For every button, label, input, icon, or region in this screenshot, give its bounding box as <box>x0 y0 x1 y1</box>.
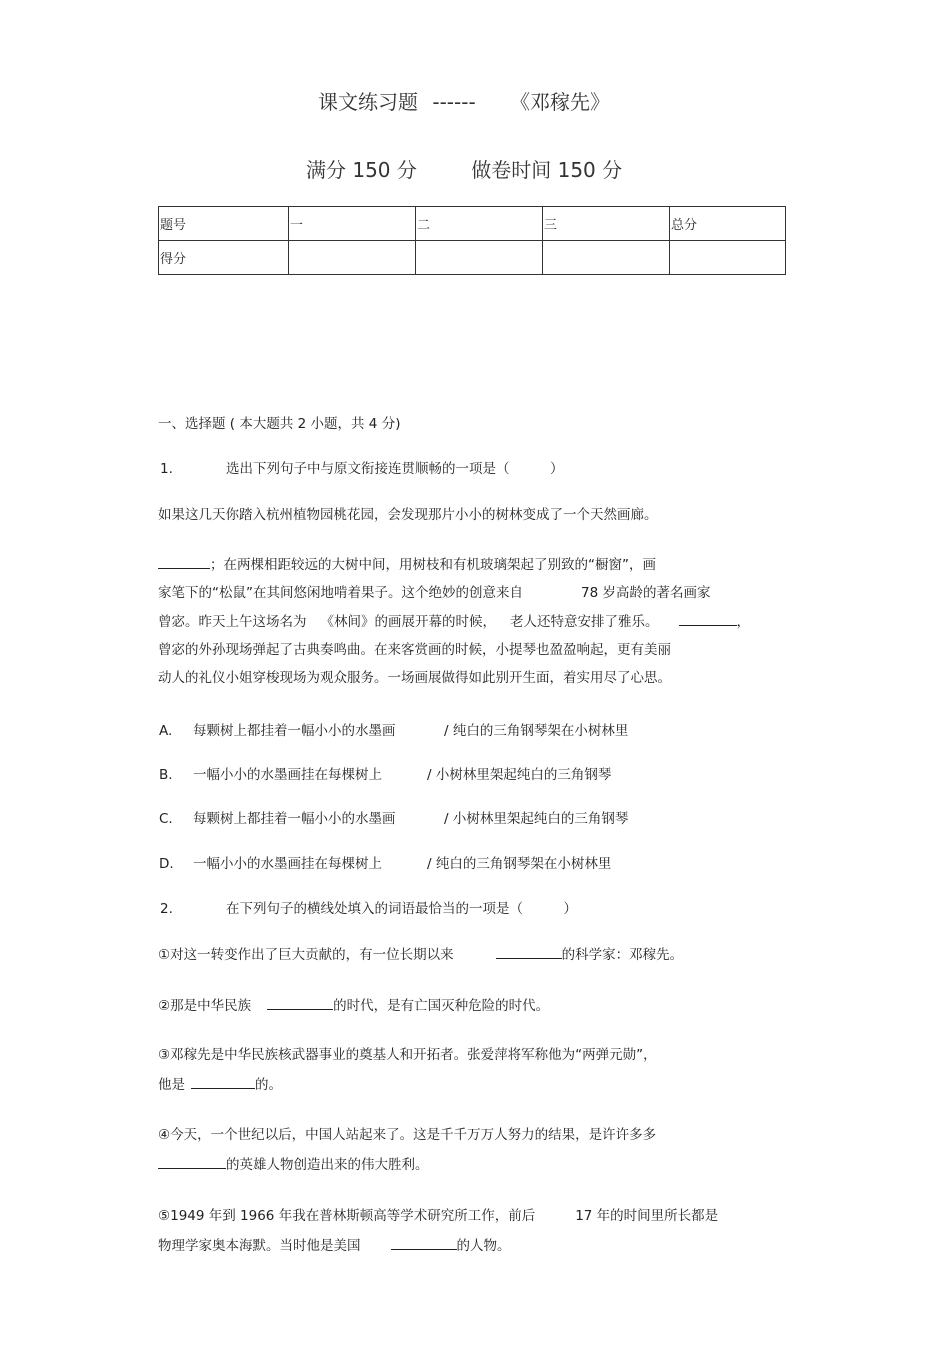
q2-sentence-4-line-1: ④今天，一个世纪以后，中国人站起来了。这是千千万万人努力的结果，是许许多多 <box>158 1127 657 1143</box>
score-input-1[interactable] <box>289 241 416 275</box>
q1-passage-comma: ， <box>736 614 750 630</box>
score-input-2[interactable] <box>416 241 543 275</box>
q1-option-a[interactable] <box>159 721 629 741</box>
option-label: D. <box>159 856 174 872</box>
full-score: 满分 150 分 <box>306 158 417 182</box>
option-text-1: 一幅小小的水墨画挂在每棵树上 <box>193 767 382 783</box>
cell-score-label: 得分 <box>159 241 289 275</box>
q1-passage-text-2b: 78 岁高龄的著名画家 <box>581 585 711 601</box>
q1-passage-text-2: 家笔下的“松鼠”在其间悠闲地啃着果子。这个绝妙的创意来自 <box>158 585 523 601</box>
q1-option-c[interactable] <box>159 809 629 829</box>
q1-passage-line-3 <box>158 611 750 632</box>
q2-blank-3[interactable] <box>191 1074 255 1089</box>
score-table-header-row <box>159 207 786 241</box>
q2-s4-text-b: 的英雄人物创造出来的伟大胜利。 <box>226 1157 429 1173</box>
score-table-score-row <box>159 241 786 275</box>
q2-s5-text-c: 物理学家奥本海默。当时他是美国 <box>158 1238 361 1254</box>
q1-stem: 选出下列句子中与原文衔接连贯顺畅的一项是（ ） <box>226 461 564 477</box>
q2-s5-text-d: 的人物。 <box>456 1238 511 1254</box>
q2-sentence-1 <box>158 944 683 965</box>
q1-passage-line-4: 曾宓的外孙现场弹起了古典奏鸣曲。在来客赏画的时候，小提琴也盈盈响起，更有美丽 <box>158 642 671 658</box>
q2-s3-text-b: 他是 <box>158 1077 185 1093</box>
q2-sentence-4-line-2 <box>158 1154 429 1175</box>
q1-paragraph-1: 如果这几天你踏入杭州植物园桃花园，会发现那片小小的树林变成了一个天然画廊。 <box>158 507 658 523</box>
q1-option-b[interactable] <box>159 765 612 785</box>
section-heading: 一、选择题 ( 本大题共 2 小题，共 4 分) <box>158 416 401 432</box>
q1-option-d[interactable] <box>159 854 612 874</box>
q2-sentence-5-line-1 <box>158 1206 718 1226</box>
option-text-1: 每颗树上都挂着一幅小小的水墨画 <box>193 811 396 827</box>
option-text-1: 一幅小小的水墨画挂在每棵树上 <box>193 856 382 872</box>
option-text-2: / 小树林里架起纯白的三角钢琴 <box>444 811 629 827</box>
q2-sentence-3-line-1: ③邓稼先是中华民族核武器事业的奠基人和开拓者。张爱萍将军称他为“两弹元勋”， <box>158 1047 657 1063</box>
option-label: C. <box>159 811 173 827</box>
q2-s2-text-a: ②那是中华民族 <box>158 998 252 1014</box>
option-text-1: 每颗树上都挂着一幅小小的水墨画 <box>193 723 396 739</box>
q1-passage-line-5: 动人的礼仪小姐穿梭现场为观众服务。一场画展做得如此别开生面，着实用尽了心思。 <box>158 670 671 686</box>
option-text-2: / 纯白的三角钢琴架在小树林里 <box>444 723 629 739</box>
q1-passage-text-3c: 老人还特意安排了雅乐。 <box>510 614 659 630</box>
cell-part-3: 三 <box>543 207 670 241</box>
q2-blank-1[interactable] <box>496 944 562 959</box>
option-text-2: / 纯白的三角钢琴架在小树林里 <box>427 856 612 872</box>
q1-number: 1. <box>160 461 173 477</box>
q2-s5-text-b: 17 年的时间里所长都是 <box>575 1208 719 1224</box>
title-left: 课文练习题 <box>318 90 418 114</box>
q2-s1-text-a: ①对这一转变作出了巨大贡献的，有一位长期以来 <box>158 947 454 963</box>
score-input-total[interactable] <box>670 241 786 275</box>
q2-sentence-3-line-2 <box>158 1074 282 1095</box>
title-right: 《邓稼先》 <box>510 90 611 114</box>
exam-time: 做卷时间 150 分 <box>471 158 623 182</box>
q1-passage-line-1 <box>158 554 656 575</box>
q1-passage-line-2 <box>158 583 710 603</box>
option-label: A. <box>159 723 173 739</box>
cell-part-1: 一 <box>289 207 416 241</box>
q1-passage-text-3a: 曾宓。昨天上午这场名为 <box>158 614 307 630</box>
option-text-2: / 小树林里架起纯白的三角钢琴 <box>427 767 612 783</box>
cell-question-no: 题号 <box>159 207 289 241</box>
q2-blank-5[interactable] <box>391 1235 457 1250</box>
q2-number: 2. <box>160 901 173 917</box>
option-label: B. <box>159 767 173 783</box>
q1-passage-text-1: ；在两棵相距较远的大树中间，用树枝和有机玻璃架起了别致的“橱窗”，画 <box>210 557 656 573</box>
q1-passage-text-3b: 《林间》的画展开幕的时候， <box>320 614 496 630</box>
q2-sentence-2 <box>158 995 549 1016</box>
score-input-3[interactable] <box>543 241 670 275</box>
q2-s1-text-b: 的科学家：邓稼先。 <box>561 947 684 963</box>
q2-s2-text-b: 的时代，是有亡国灭种危险的时代。 <box>333 998 550 1014</box>
q2-blank-4[interactable] <box>158 1154 226 1169</box>
q2-stem: 在下列句子的横线处填入的词语最恰当的一项是（ ） <box>226 901 577 917</box>
q1-blank-1[interactable] <box>158 554 210 569</box>
q2-s3-text-c: 的。 <box>255 1077 282 1093</box>
q2-s5-text-a: ⑤1949 年到 1966 年我在普林斯顿高等学术研究所工作，前后 <box>158 1208 536 1224</box>
q2-sentence-5-line-2 <box>158 1235 511 1256</box>
cell-total: 总分 <box>670 207 786 241</box>
q1-blank-2[interactable] <box>679 611 737 626</box>
q2-blank-2[interactable] <box>267 995 333 1010</box>
score-table <box>158 206 786 275</box>
title-dash: ------ <box>432 90 476 114</box>
cell-part-2: 二 <box>416 207 543 241</box>
